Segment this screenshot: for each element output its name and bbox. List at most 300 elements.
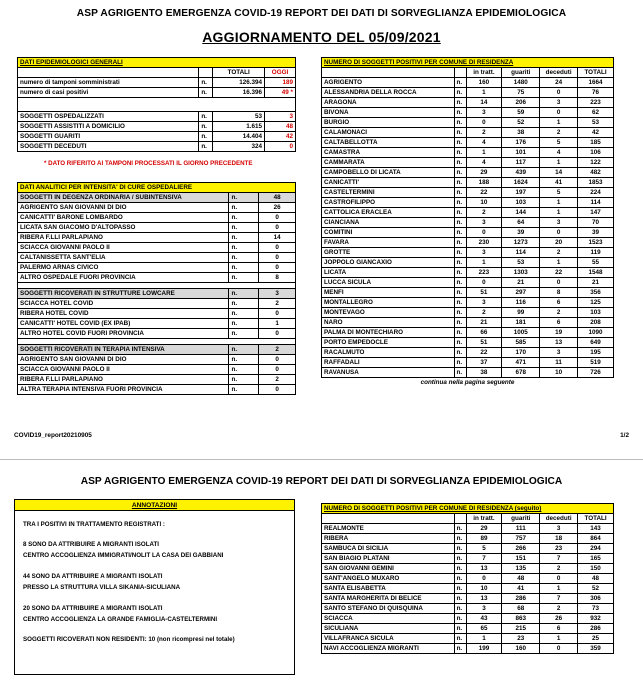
count-cell: 42 — [578, 128, 614, 138]
annotations-box — [14, 499, 295, 675]
comuni2-title: NUMERO DI SOGGETTI POSITIVI PER COMUNE DI RESIDENZA (seguito) — [322, 504, 614, 514]
count-cell: 1303 — [502, 268, 540, 278]
count-cell: 1 — [540, 584, 578, 594]
n-marker: n. — [454, 198, 466, 208]
count-cell: 143 — [578, 524, 614, 534]
n-marker: n. — [454, 584, 466, 594]
continua-note: continua nella pagina seguente — [420, 379, 515, 387]
table-row — [322, 208, 614, 218]
annotation-line: CENTRO ACCOGLIENZA LA GRANDE FAMIGLIA-CASTELTERMINI — [23, 616, 218, 623]
comune-name: LUCCA SICULA — [322, 278, 455, 288]
table-row — [322, 564, 614, 574]
report-page-2 — [0, 459, 643, 692]
annotation-line: TRA I POSITIVI IN TRATTAMENTO REGISTRATI : — [23, 521, 165, 528]
n-marker: n. — [454, 644, 466, 654]
n-marker: n. — [454, 614, 466, 624]
table-row — [322, 544, 614, 554]
count-cell: 6 — [540, 318, 578, 328]
comune-name: CATTOLICA ERACLEA — [322, 208, 455, 218]
count-cell: 26 — [540, 614, 578, 624]
table-row — [322, 128, 614, 138]
table-row — [322, 228, 614, 238]
count-cell: 10 — [540, 368, 578, 378]
n-marker: n. — [454, 88, 466, 98]
n-marker: n. — [454, 238, 466, 248]
count-cell: 103 — [502, 198, 540, 208]
count-cell: 51 — [466, 288, 502, 298]
count-cell: 22 — [466, 188, 502, 198]
count-cell: 125 — [578, 298, 614, 308]
count-cell: 68 — [502, 604, 540, 614]
table-row: SOGGETTI RICOVERATI IN TERAPIA INTENSIVA n. 2 — [18, 345, 296, 355]
count-cell: 1273 — [502, 238, 540, 248]
count-cell: 99 — [502, 308, 540, 318]
table-row — [322, 358, 614, 368]
count-cell: 185 — [578, 138, 614, 148]
count-cell: 7 — [540, 554, 578, 564]
comune-name: SAN BIAGIO PLATANI — [322, 554, 455, 564]
count-cell: 1 — [466, 634, 502, 644]
n-marker: n. — [454, 118, 466, 128]
count-cell: 170 — [502, 348, 540, 358]
table-row — [322, 248, 614, 258]
update-date: AGGIORNAMENTO DEL 05/09/2021 — [202, 29, 441, 45]
comuni-table-continued: NUMERO DI SOGGETTI POSITIVI PER COMUNE DI RESIDENZA (seguito) in tratt. guariti deceduti TOTALI REALMONTE n. 29 111 3 143 RIBERA n. 89 757 18 864 SAMBUCA DI SICILIA n. 5 266 23 294 SAN BIAGIO PLATANI n. 7 151 7 165 SAN GIOVANNI GEMINI n. 13 135 2 150 SANT'ANGELO MUXARO n. 0 48 0 48 SANTA ELISABETTA n. 10 41 1 52 SANTA MARGHERITA DI BELICE n. 13 286 7 306 SANTO STEFANO DI QUISQUINA n. 3 68 2 73 SCIACCA n. 43 863 26 932 SICULIANA n. 65 215 6 286 VILLAFRANCA SICULA n. 1 23 1 25 NAVI ACCOGLIENZA MIGRANTI n. 199 160 0 359 — [321, 503, 614, 654]
count-cell: 106 — [578, 148, 614, 158]
table-row — [322, 298, 614, 308]
n-marker: n. — [454, 368, 466, 378]
count-cell: 8 — [540, 288, 578, 298]
count-cell: 1 — [540, 634, 578, 644]
count-cell: 37 — [466, 358, 502, 368]
count-cell: 230 — [466, 238, 502, 248]
count-cell: 519 — [578, 358, 614, 368]
count-cell: 14 — [540, 168, 578, 178]
table-row: CANICATTI' HOTEL COVID (EX IPAB) n. 1 — [18, 319, 296, 329]
count-cell: 1 — [540, 258, 578, 268]
comune-name: SANTO STEFANO DI QUISQUINA — [322, 604, 455, 614]
hospital-table — [17, 182, 296, 395]
count-cell: 165 — [578, 554, 614, 564]
n-marker: n. — [454, 168, 466, 178]
table-row: CALTANISSETTA SANT'ELIA n. 0 — [18, 253, 296, 263]
count-cell: 0 — [540, 574, 578, 584]
comune-name: JOPPOLO GIANCAXIO — [322, 258, 455, 268]
count-cell: 3 — [540, 524, 578, 534]
count-cell: 585 — [502, 338, 540, 348]
table-row — [322, 368, 614, 378]
tamponi-note: * DATO RIFERITO AI TAMPONI PROCESSATI IL GIORNO PRECEDENTE — [44, 160, 253, 167]
comune-name: BIVONA — [322, 108, 455, 118]
table-row: SOGGETTI IN DEGENZA ORDINARIA / SUBINTENSIVA n. 48 — [18, 193, 296, 203]
comune-name: CASTROFILIPPO — [322, 198, 455, 208]
table-row — [322, 554, 614, 564]
comune-name: NARO — [322, 318, 455, 328]
comune-name: SAMBUCA DI SICILIA — [322, 544, 455, 554]
n-marker: n. — [454, 188, 466, 198]
count-cell: 6 — [540, 298, 578, 308]
count-cell: 3 — [466, 108, 502, 118]
count-cell: 3 — [540, 348, 578, 358]
count-cell: 147 — [578, 208, 614, 218]
n-marker: n. — [454, 98, 466, 108]
count-cell: 19 — [540, 328, 578, 338]
count-cell: 1005 — [502, 328, 540, 338]
count-cell: 59 — [502, 108, 540, 118]
count-cell: 29 — [466, 168, 502, 178]
annotation-line: 8 SONO DA ATTRIBUIRE A MIGRANTI ISOLATI — [23, 541, 160, 548]
report-title: ASP AGRIGENTO EMERGENZA COVID-19 REPORT DEI DATI DI SORVEGLIANZA EPIDEMIOLOGICA — [76, 8, 567, 19]
table-row: SOGGETTI GUARITI n. 14.404 42 — [18, 132, 296, 142]
count-cell: 0 — [540, 278, 578, 288]
comune-name: CIANCIANA — [322, 218, 455, 228]
count-cell: 223 — [578, 98, 614, 108]
table-row — [322, 624, 614, 634]
table-row — [322, 258, 614, 268]
n-marker: n. — [454, 248, 466, 258]
table-row — [322, 278, 614, 288]
count-cell: 21 — [502, 278, 540, 288]
count-cell: 0 — [466, 574, 502, 584]
count-cell: 223 — [466, 268, 502, 278]
count-cell: 471 — [502, 358, 540, 368]
count-cell: 3 — [540, 98, 578, 108]
table-row: ALTRO HOTEL COVID FUORI PROVINCIA n. 0 — [18, 329, 296, 339]
table-row — [322, 308, 614, 318]
annotation-line: CENTRO ACCOGLIENZA IMMIGRATI/NOLIT LA CASA DEI GABBIANI — [23, 552, 224, 559]
count-cell: 3 — [466, 218, 502, 228]
count-cell: 2 — [466, 128, 502, 138]
count-cell: 2 — [540, 604, 578, 614]
n-marker: n. — [454, 148, 466, 158]
count-cell: 5 — [466, 544, 502, 554]
table-row — [322, 168, 614, 178]
count-cell: 122 — [578, 158, 614, 168]
count-cell: 3 — [466, 298, 502, 308]
count-cell: 7 — [466, 554, 502, 564]
count-cell: 43 — [466, 614, 502, 624]
count-cell: 76 — [578, 88, 614, 98]
table-row — [322, 78, 614, 88]
comune-name: MONTEVAGO — [322, 308, 455, 318]
count-cell: 286 — [578, 624, 614, 634]
count-cell: 3 — [466, 248, 502, 258]
count-cell: 117 — [502, 158, 540, 168]
count-cell: 4 — [466, 158, 502, 168]
count-cell: 5 — [540, 188, 578, 198]
col-totali: TOTALI — [213, 68, 265, 78]
count-cell: 73 — [578, 604, 614, 614]
n-marker: n. — [454, 564, 466, 574]
count-cell: 101 — [502, 148, 540, 158]
count-cell: 1548 — [578, 268, 614, 278]
n-marker: n. — [454, 338, 466, 348]
count-cell: 14 — [466, 98, 502, 108]
comune-name: RACALMUTO — [322, 348, 455, 358]
table-row — [322, 88, 614, 98]
count-cell: 114 — [578, 198, 614, 208]
table-row: AGRIGENTO SAN GIOVANNI DI DIO n. 0 — [18, 355, 296, 365]
comune-name: SCIACCA — [322, 614, 455, 624]
n-marker: n. — [454, 178, 466, 188]
count-cell: 150 — [578, 564, 614, 574]
count-cell: 51 — [466, 338, 502, 348]
table-row — [322, 634, 614, 644]
table-row: SOGGETTI RICOVERATI IN STRUTTURE LOWCARE n. 3 — [18, 289, 296, 299]
col-oggi: OGGI — [265, 68, 296, 78]
count-cell: 0 — [540, 644, 578, 654]
count-cell: 1853 — [578, 178, 614, 188]
comuni-table: NUMERO DI SOGGETTI POSITIVI PER COMUNE DI RESIDENZA in tratt. guariti deceduti TOTALI AGRIGENTO n. 160 1480 24 1664 ALESSANDRIA DELLA ROCCA n. 1 75 0 76 ARAGONA n. 14 206 3 223 BIVONA n. 3 59 0 62 BURGIO n. 0 52 1 53 CALAMONACI n. 2 38 2 42 CALTABELLOTTA n. 4 176 5 185 CAMASTRA n. 1 101 4 106 CAMMARATA n. 4 117 1 122 CAMPOBELLO DI LICATA n. 29 439 14 482 CANICATTI' n. 188 1624 41 1853 CASTELTERMINI n. 22 197 5 224 CASTROFILIPPO n. 10 103 1 114 CATTOLICA ERACLEA n. 2 144 1 147 CIANCIANA n. 3 64 3 70 COMITINI n. 0 39 0 39 FAVARA n. 230 1273 20 1523 GROTTE n. 3 114 2 119 JOPPOLO GIANCAXIO n. 1 53 1 55 LICATA n. 223 1303 22 1548 LUCCA SICULA n. 0 21 0 21 MENFI n. 51 297 8 356 MONTALLEGRO n. 3 116 6 125 MONTEVAGO n. 2 99 2 103 NARO n. 21 181 6 208 PALMA DI MONTECHIARO n. 66 1005 19 1090 PORTO EMPEDOCLE n. 51 585 13 649 RACALMUTO n. 22 170 3 195 RAFFADALI n. 37 471 11 519 RAVANUSA n. 38 678 10 726 continua nella pagina seguente — [321, 57, 614, 388]
count-cell: 181 — [502, 318, 540, 328]
annotation-line: PRESSO LA STRUTTURA VILLA SIKANIA-SICULIANA — [23, 584, 181, 591]
count-cell: 29 — [466, 524, 502, 534]
n-marker: n. — [454, 328, 466, 338]
table-row — [322, 268, 614, 278]
count-cell: 2 — [540, 248, 578, 258]
count-cell: 53 — [578, 118, 614, 128]
count-cell: 62 — [578, 108, 614, 118]
count-cell: 0 — [466, 118, 502, 128]
count-cell: 7 — [540, 594, 578, 604]
table-row — [322, 188, 614, 198]
comune-name: RAVANUSA — [322, 368, 455, 378]
count-cell: 188 — [466, 178, 502, 188]
count-cell: 144 — [502, 208, 540, 218]
count-cell: 66 — [466, 328, 502, 338]
comune-name: CAMMARATA — [322, 158, 455, 168]
table-row — [322, 288, 614, 298]
count-cell: 215 — [502, 624, 540, 634]
comune-name: GROTTE — [322, 248, 455, 258]
count-cell: 20 — [540, 238, 578, 248]
count-cell: 4 — [466, 138, 502, 148]
count-cell: 55 — [578, 258, 614, 268]
comune-name: COMITINI — [322, 228, 455, 238]
n-marker: n. — [454, 318, 466, 328]
count-cell: 21 — [466, 318, 502, 328]
count-cell: 864 — [578, 534, 614, 544]
count-cell: 160 — [466, 78, 502, 88]
table-row: CANICATTI' BARONE LOMBARDO n. 0 — [18, 213, 296, 223]
count-cell: 439 — [502, 168, 540, 178]
count-cell: 48 — [502, 574, 540, 584]
count-cell: 757 — [502, 534, 540, 544]
table-row — [322, 98, 614, 108]
count-cell: 1 — [466, 88, 502, 98]
count-cell: 38 — [466, 368, 502, 378]
n-marker: n. — [454, 574, 466, 584]
hospital-title: DATI ANALITICI PER INTENSITA' DI CURE OSPEDALIERE — [18, 183, 296, 193]
annotation-line: SOGGETTI RICOVERATI NON RESIDENTI: 10 (non ricompresi nel totale) — [23, 636, 235, 643]
count-cell: 23 — [540, 544, 578, 554]
count-cell: 1 — [540, 118, 578, 128]
count-cell: 286 — [502, 594, 540, 604]
page-number: 1/2 — [620, 432, 629, 439]
count-cell: 89 — [466, 534, 502, 544]
count-cell: 266 — [502, 544, 540, 554]
count-cell: 1480 — [502, 78, 540, 88]
count-cell: 3 — [466, 604, 502, 614]
table-row: LICATA SAN GIACOMO D'ALTOPASSO n. 0 — [18, 223, 296, 233]
comune-name: AGRIGENTO — [322, 78, 455, 88]
count-cell: 13 — [466, 594, 502, 604]
count-cell: 1664 — [578, 78, 614, 88]
table-row: RIBERA HOTEL COVID n. 0 — [18, 309, 296, 319]
count-cell: 11 — [540, 358, 578, 368]
count-cell: 482 — [578, 168, 614, 178]
comune-name: RIBERA — [322, 534, 455, 544]
table-row: SCIACCA GIOVANNI PAOLO II n. 0 — [18, 243, 296, 253]
comune-name: PORTO EMPEDOCLE — [322, 338, 455, 348]
comune-name: CAMPOBELLO DI LICATA — [322, 168, 455, 178]
n-marker: n. — [454, 524, 466, 534]
count-cell: 6 — [540, 624, 578, 634]
report-title-page2: ASP AGRIGENTO EMERGENZA COVID-19 REPORT DEI DATI DI SORVEGLIANZA EPIDEMIOLOGICA — [80, 476, 563, 487]
count-cell: 5 — [540, 138, 578, 148]
count-cell: 1 — [466, 258, 502, 268]
table-row: numero di tamponi somministrati n. 126.394 189 — [18, 78, 296, 88]
n-marker: n. — [454, 634, 466, 644]
table-row — [322, 118, 614, 128]
table-row — [322, 328, 614, 338]
count-cell: 0 — [540, 108, 578, 118]
n-marker: n. — [454, 534, 466, 544]
table-row — [322, 148, 614, 158]
count-cell: 1 — [540, 158, 578, 168]
table-row: RIBERA F.LLI PARLAPIANO n. 2 — [18, 375, 296, 385]
count-cell: 119 — [578, 248, 614, 258]
n-marker: n. — [454, 138, 466, 148]
table-row: SOGGETTI DECEDUTI n. 324 0 — [18, 142, 296, 152]
count-cell: 135 — [502, 564, 540, 574]
count-cell: 649 — [578, 338, 614, 348]
table-row — [322, 338, 614, 348]
comune-name: SANTA MARGHERITA DI BELICE — [322, 594, 455, 604]
general-data-title: DATI EPIDEMIOLOGICI GENERALI — [18, 58, 296, 68]
comune-name: MENFI — [322, 288, 455, 298]
n-marker: n. — [454, 594, 466, 604]
table-row — [322, 108, 614, 118]
count-cell: 197 — [502, 188, 540, 198]
table-row: ALTRA TERAPIA INTENSIVA FUORI PROVINCIA n. 0 — [18, 385, 296, 395]
count-cell: 1523 — [578, 238, 614, 248]
count-cell: 1 — [540, 208, 578, 218]
report-filename: COVID19_report20210905 — [14, 432, 92, 439]
table-row — [322, 178, 614, 188]
comune-name: CANICATTI' — [322, 178, 455, 188]
count-cell: 52 — [502, 118, 540, 128]
comune-name: CASTELTERMINI — [322, 188, 455, 198]
n-marker: n. — [454, 158, 466, 168]
table-row — [322, 198, 614, 208]
comune-name: ARAGONA — [322, 98, 455, 108]
count-cell: 2 — [540, 564, 578, 574]
count-cell: 2 — [466, 208, 502, 218]
table-row — [322, 524, 614, 534]
table-row — [322, 218, 614, 228]
count-cell: 297 — [502, 288, 540, 298]
table-row — [322, 644, 614, 654]
count-cell: 1 — [466, 148, 502, 158]
count-cell: 2 — [540, 308, 578, 318]
table-row: SCIACCA HOTEL COVID n. 2 — [18, 299, 296, 309]
count-cell: 359 — [578, 644, 614, 654]
count-cell: 25 — [578, 634, 614, 644]
count-cell: 726 — [578, 368, 614, 378]
count-cell: 21 — [578, 278, 614, 288]
comune-name: RAFFADALI — [322, 358, 455, 368]
n-marker: n. — [454, 218, 466, 228]
count-cell: 38 — [502, 128, 540, 138]
count-cell: 1 — [540, 198, 578, 208]
comune-name: BURGIO — [322, 118, 455, 128]
count-cell: 116 — [502, 298, 540, 308]
count-cell: 23 — [502, 634, 540, 644]
count-cell: 863 — [502, 614, 540, 624]
n-marker: n. — [454, 358, 466, 368]
count-cell: 10 — [466, 584, 502, 594]
count-cell: 2 — [540, 128, 578, 138]
table-row — [322, 584, 614, 594]
comune-name: FAVARA — [322, 238, 455, 248]
n-marker: n. — [454, 288, 466, 298]
table-row — [322, 534, 614, 544]
n-marker: n. — [454, 348, 466, 358]
n-marker: n. — [454, 604, 466, 614]
annotation-line: 44 SONO DA ATTRIBUIRE A MIGRANTI ISOLATI — [23, 573, 163, 580]
count-cell: 18 — [540, 534, 578, 544]
count-cell: 932 — [578, 614, 614, 624]
n-marker: n. — [454, 208, 466, 218]
annotation-line: 20 SONO DA ATTRIBUIRE A MIGRANTI ISOLATI — [23, 605, 163, 612]
count-cell: 160 — [502, 644, 540, 654]
table-row — [322, 238, 614, 248]
n-marker: n. — [454, 268, 466, 278]
table-row: PALERMO ARNAS CIVICO n. 0 — [18, 263, 296, 273]
count-cell: 1090 — [578, 328, 614, 338]
comune-name: LICATA — [322, 268, 455, 278]
comuni-title: NUMERO DI SOGGETTI POSITIVI PER COMUNE DI RESIDENZA — [322, 58, 614, 68]
count-cell: 151 — [502, 554, 540, 564]
count-cell: 1624 — [502, 178, 540, 188]
table-row: SCIACCA GIOVANNI PAOLO II n. 0 — [18, 365, 296, 375]
count-cell: 2 — [466, 308, 502, 318]
count-cell: 13 — [540, 338, 578, 348]
count-cell: 294 — [578, 544, 614, 554]
count-cell: 0 — [466, 278, 502, 288]
table-row — [322, 614, 614, 624]
count-cell: 22 — [466, 348, 502, 358]
count-cell: 41 — [502, 584, 540, 594]
comune-name: PALMA DI MONTECHIARO — [322, 328, 455, 338]
n-marker: n. — [454, 258, 466, 268]
count-cell: 41 — [540, 178, 578, 188]
count-cell: 176 — [502, 138, 540, 148]
count-cell: 306 — [578, 594, 614, 604]
comune-name: VILLAFRANCA SICULA — [322, 634, 455, 644]
table-row: RIBERA F.LLI PARLAPIANO n. 14 — [18, 233, 296, 243]
count-cell: 64 — [502, 218, 540, 228]
comune-name: CAMASTRA — [322, 148, 455, 158]
count-cell: 22 — [540, 268, 578, 278]
n-marker: n. — [454, 544, 466, 554]
comune-name: CALTABELLOTTA — [322, 138, 455, 148]
table-row: AGRIGENTO SAN GIOVANNI DI DIO n. 26 — [18, 203, 296, 213]
table-row — [322, 594, 614, 604]
count-cell: 3 — [540, 218, 578, 228]
table-row — [322, 604, 614, 614]
